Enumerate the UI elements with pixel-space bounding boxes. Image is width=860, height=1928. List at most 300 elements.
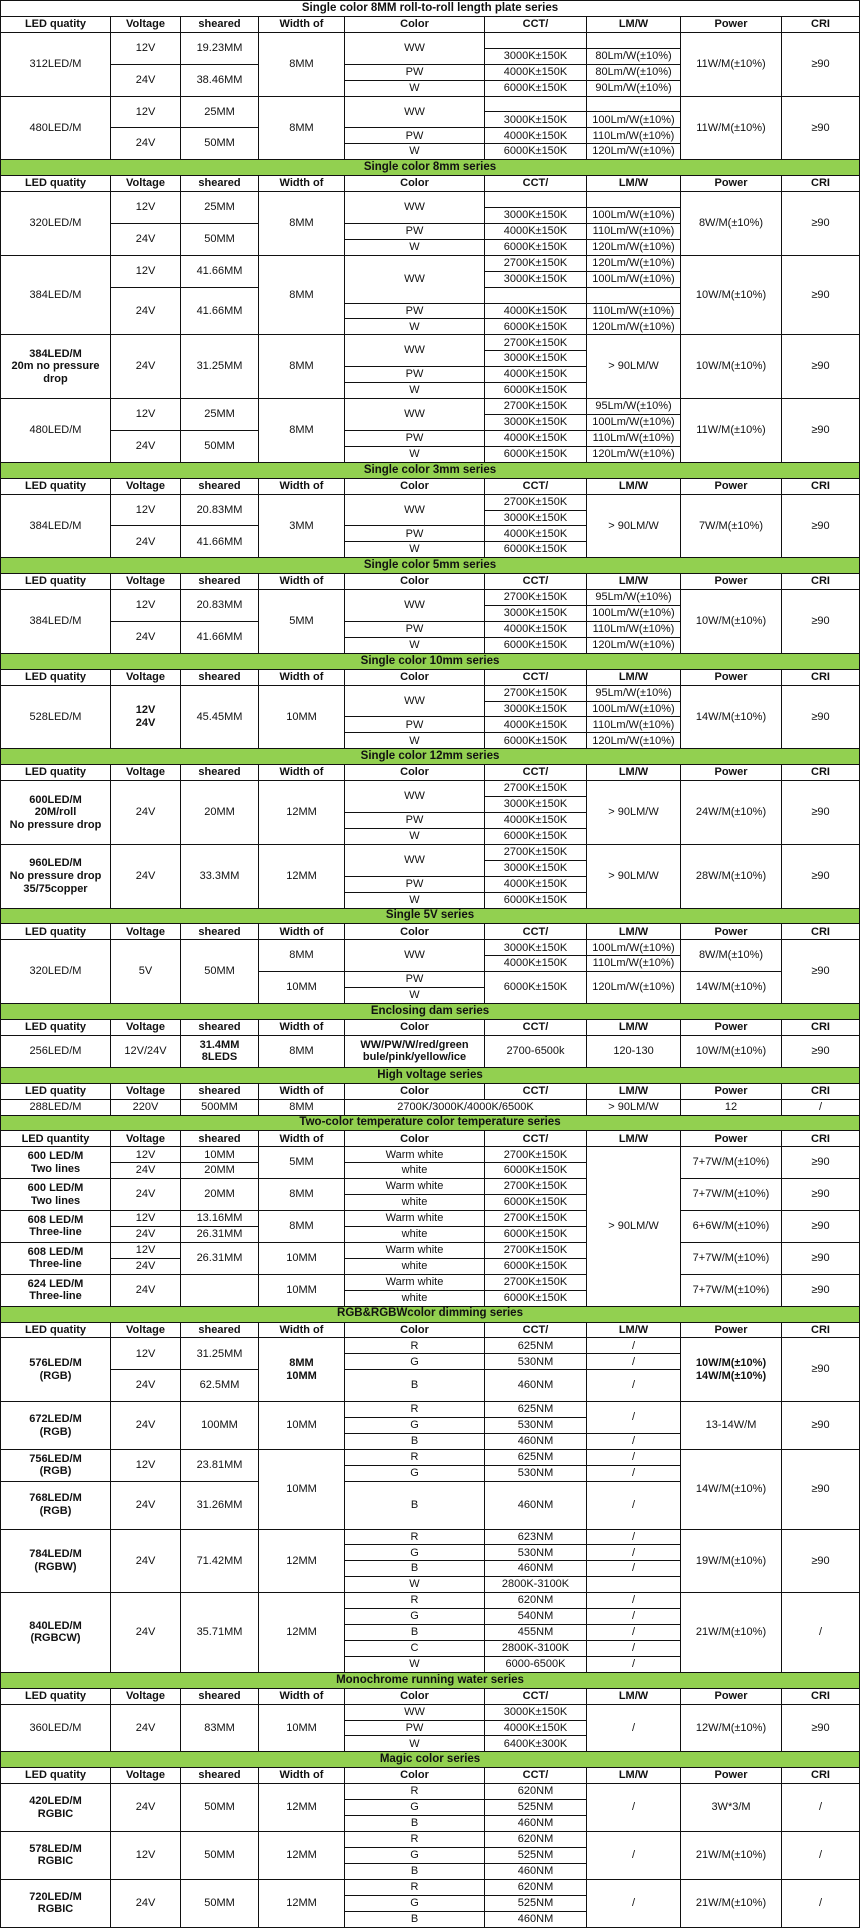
table-cell: PW (345, 972, 485, 988)
table-cell: 110Lm/W(±10%) (587, 128, 681, 144)
section-banner-row (1, 1672, 860, 1688)
table-cell (587, 32, 681, 48)
table-cell: PW (345, 223, 485, 239)
table-cell: 50MM (181, 1832, 259, 1880)
table-cell: ≥90 (782, 590, 860, 654)
column-header: sheared (181, 1131, 259, 1147)
table-cell: 256LED/M (1, 1035, 111, 1067)
column-header: CCT/ (485, 1322, 587, 1338)
table-cell (485, 192, 587, 208)
table-cell: 4000K±150K (485, 303, 587, 319)
column-header: Color (345, 1131, 485, 1147)
table-cell: / (587, 1640, 681, 1656)
column-header: Color (345, 574, 485, 590)
table-cell: G (345, 1847, 485, 1863)
table-cell: 12V (111, 1338, 181, 1370)
table-cell: 100Lm/W(±10%) (587, 112, 681, 128)
table-cell: 7+7W/M(±10%) (681, 1147, 782, 1179)
table-cell (587, 287, 681, 303)
table-cell: Warm white (345, 1179, 485, 1195)
section-banner-row (1, 1004, 860, 1020)
section-banner-row (1, 1306, 860, 1322)
column-header: Color (345, 924, 485, 940)
table-row (1, 844, 860, 860)
table-cell: 623NM (485, 1529, 587, 1545)
table-cell: / (587, 1402, 681, 1434)
table-cell: 8MM (259, 32, 345, 96)
column-header: Power (681, 765, 782, 781)
table-cell: 2800K-3100K (485, 1577, 587, 1593)
table-cell: W (345, 144, 485, 160)
column-header: Width of (259, 765, 345, 781)
table-cell: ≥90 (782, 1242, 860, 1274)
table-cell: PW (345, 1720, 485, 1736)
table-cell: white (345, 1195, 485, 1211)
table-cell: 4000K±150K (485, 367, 587, 383)
table-cell: 480LED/M (1, 399, 111, 463)
table-cell: 6000K±150K (485, 239, 587, 255)
table-row (1, 1274, 860, 1290)
table-cell: 10MM (181, 1147, 259, 1163)
table-cell: ≥90 (782, 192, 860, 256)
table-cell: 460NM (485, 1911, 587, 1927)
column-header: Power (681, 1768, 782, 1784)
table-cell: 768LED/M (RGB) (1, 1481, 111, 1529)
table-cell: ≥90 (782, 1338, 860, 1402)
table-cell: 2700K±150K (485, 781, 587, 797)
table-cell: 220V (111, 1099, 181, 1115)
table-cell: 6000K±150K (485, 80, 587, 96)
column-header: LED quatity (1, 478, 111, 494)
table-cell: 12MM (259, 1784, 345, 1832)
table-cell: ≥90 (782, 1274, 860, 1306)
table-cell: 24W/M(±10%) (681, 781, 782, 845)
table-cell: ≥90 (782, 1179, 860, 1211)
table-cell: / (587, 1354, 681, 1370)
table-cell: 12V (111, 1242, 181, 1258)
table-cell: 8MM (259, 1099, 345, 1115)
column-header: LM/W (587, 1083, 681, 1099)
table-cell: PW (345, 64, 485, 80)
table-cell: 525NM (485, 1847, 587, 1863)
table-cell: WW (345, 192, 485, 224)
column-header: CCT/ (485, 478, 587, 494)
section-title: Single 5V series (1, 908, 860, 924)
table-cell: > 90LM/W (587, 335, 681, 399)
column-header: sheared (181, 574, 259, 590)
header-row (1, 1768, 860, 1784)
section-banner-row (1, 653, 860, 669)
table-cell: 24V (111, 287, 181, 335)
table-cell: PW (345, 621, 485, 637)
table-cell: / (587, 1561, 681, 1577)
table-cell: 2800K-3100K (485, 1640, 587, 1656)
column-header: CCT/ (485, 924, 587, 940)
table-cell: / (587, 1529, 681, 1545)
table-cell: 62.5MM (181, 1370, 259, 1402)
table-cell: 2700K±150K (485, 1179, 587, 1195)
table-cell: 620NM (485, 1879, 587, 1895)
table-cell: 608 LED/M Three-line (1, 1211, 111, 1243)
column-header: Voltage (111, 1020, 181, 1036)
table-cell: 608 LED/M Three-line (1, 1242, 111, 1274)
table-row (1, 1593, 860, 1609)
table-cell: 120Lm/W(±10%) (587, 255, 681, 271)
table-cell: W (345, 1656, 485, 1672)
table-row (1, 1179, 860, 1195)
column-header: LED quatity (1, 1322, 111, 1338)
table-cell: 320LED/M (1, 192, 111, 256)
table-cell: 24V (111, 430, 181, 462)
table-row (1, 335, 860, 351)
table-cell: 100Lm/W(±10%) (587, 606, 681, 622)
table-cell: ≥90 (782, 96, 860, 160)
column-header: Voltage (111, 669, 181, 685)
table-cell: 5MM (259, 1147, 345, 1179)
column-header: LED quatity (1, 765, 111, 781)
table-cell: 3W*3/M (681, 1784, 782, 1832)
column-header: sheared (181, 924, 259, 940)
column-header: Power (681, 1020, 782, 1036)
table-cell: 480LED/M (1, 96, 111, 160)
table-cell: 7+7W/M(±10%) (681, 1179, 782, 1211)
table-cell: 13-14W/M (681, 1402, 782, 1450)
table-cell: 6000K±150K (485, 319, 587, 335)
table-cell: R (345, 1449, 485, 1465)
table-cell: 5MM (259, 590, 345, 654)
table-cell: ≥90 (782, 844, 860, 908)
column-header: Width of (259, 1322, 345, 1338)
column-header: Power (681, 1131, 782, 1147)
table-cell: ≥90 (782, 1704, 860, 1752)
table-cell: / (587, 1704, 681, 1752)
column-header: LED quatity (1, 1688, 111, 1704)
table-cell (485, 96, 587, 112)
table-cell: 288LED/M (1, 1099, 111, 1115)
table-row (1, 494, 860, 510)
table-row (1, 32, 860, 48)
column-header: Voltage (111, 1688, 181, 1704)
table-cell: 26.31MM (181, 1242, 259, 1274)
table-cell: 7+7W/M(±10%) (681, 1242, 782, 1274)
table-cell: 20.83MM (181, 590, 259, 622)
section-title: Enclosing dam series (1, 1004, 860, 1020)
table-cell: 10MM (259, 1704, 345, 1752)
table-cell: Warm white (345, 1274, 485, 1290)
table-cell: 12MM (259, 1879, 345, 1927)
column-header: CCT/ (485, 1083, 587, 1099)
table-cell: R (345, 1402, 485, 1418)
table-cell: 95Lm/W(±10%) (587, 685, 681, 701)
header-row (1, 1020, 860, 1036)
section-banner-row (1, 1752, 860, 1768)
table-cell: 24V (111, 128, 181, 160)
table-cell: 25MM (181, 96, 259, 128)
column-header: CCT/ (485, 765, 587, 781)
table-cell: 620NM (485, 1832, 587, 1848)
table-cell: 6000K±150K (485, 446, 587, 462)
table-cell: W (345, 80, 485, 96)
table-row (1, 1099, 860, 1115)
table-cell: 600 LED/M Two lines (1, 1147, 111, 1179)
column-header: Voltage (111, 574, 181, 590)
table-cell: PW (345, 303, 485, 319)
section-title: Monochrome running water series (1, 1672, 860, 1688)
table-cell: WW (345, 399, 485, 431)
table-cell: 10MM (259, 1274, 345, 1306)
column-header: CCT/ (485, 1768, 587, 1784)
table-cell: WW (345, 96, 485, 128)
column-header: CCT/ (485, 669, 587, 685)
column-header: Power (681, 1322, 782, 1338)
column-header: Voltage (111, 1768, 181, 1784)
table-cell: 460NM (485, 1863, 587, 1879)
table-cell: 24V (111, 64, 181, 96)
table-cell: ≥90 (782, 335, 860, 399)
table-cell: 2700K±150K (485, 1147, 587, 1163)
table-cell: 50MM (181, 940, 259, 1004)
table-cell: ≥90 (782, 32, 860, 96)
table-cell: 21W/M(±10%) (681, 1879, 782, 1927)
table-cell: 8MM (259, 1179, 345, 1211)
table-cell: 12V (111, 1832, 181, 1880)
column-header: Color (345, 1322, 485, 1338)
table-row (1, 1338, 860, 1354)
table-cell: 672LED/M (RGB) (1, 1402, 111, 1450)
table-cell: 10W/M(±10%) 14W/M(±10%) (681, 1338, 782, 1402)
table-cell: ≥90 (782, 685, 860, 749)
header-row (1, 16, 860, 32)
column-header: LM/W (587, 16, 681, 32)
table-cell: 12V (111, 494, 181, 526)
table-cell: 460NM (485, 1370, 587, 1402)
table-cell: 3000K±150K (485, 1704, 587, 1720)
table-cell: 720LED/M RGBIC (1, 1879, 111, 1927)
column-header: LED quatity (1, 1083, 111, 1099)
table-cell: / (587, 1625, 681, 1641)
column-header: Color (345, 765, 485, 781)
table-cell: > 90LM/W (587, 844, 681, 908)
table-cell: 10W/M(±10%) (681, 335, 782, 399)
table-cell: 8MM (259, 1035, 345, 1067)
table-cell: 4000K±150K (485, 64, 587, 80)
table-cell: 19.23MM (181, 32, 259, 64)
table-cell: 8MM (259, 399, 345, 463)
table-cell: W (345, 988, 485, 1004)
table-cell: 120Lm/W(±10%) (587, 637, 681, 653)
table-cell: 2700K±150K (485, 685, 587, 701)
table-cell: B (345, 1863, 485, 1879)
table-cell: 110Lm/W(±10%) (587, 621, 681, 637)
table-cell: 20MM (181, 1163, 259, 1179)
column-header: LM/W (587, 1020, 681, 1036)
table-row (1, 96, 860, 112)
table-cell: R (345, 1784, 485, 1800)
column-header: sheared (181, 1768, 259, 1784)
table-cell: 120Lm/W(±10%) (587, 239, 681, 255)
table-cell: 8MM (259, 1211, 345, 1243)
column-header: CRI (782, 176, 860, 192)
table-cell: 625NM (485, 1402, 587, 1418)
table-cell: 2700K±150K (485, 844, 587, 860)
table-cell: > 90LM/W (587, 1099, 681, 1115)
table-cell: B (345, 1481, 485, 1529)
column-header: LM/W (587, 669, 681, 685)
table-cell: 24V (111, 781, 181, 845)
table-cell: / (782, 1593, 860, 1673)
column-header: CCT/ (485, 1688, 587, 1704)
table-cell: 120Lm/W(±10%) (587, 319, 681, 335)
column-header: CCT/ (485, 16, 587, 32)
table-cell: 10MM (259, 1242, 345, 1274)
table-cell: 6000K±150K (485, 892, 587, 908)
header-row (1, 574, 860, 590)
table-cell: WW (345, 1704, 485, 1720)
table-cell: 6+6W/M(±10%) (681, 1211, 782, 1243)
table-cell: 2700K±150K (485, 590, 587, 606)
table-cell: 90Lm/W(±10%) (587, 80, 681, 96)
table-cell: Warm white (345, 1147, 485, 1163)
table-cell: G (345, 1800, 485, 1816)
table-cell: 4000K±150K (485, 430, 587, 446)
table-cell: 2700K±150K (485, 1274, 587, 1290)
table-cell: W (345, 542, 485, 558)
column-header: sheared (181, 1020, 259, 1036)
table-cell: 10W/M(±10%) (681, 255, 782, 335)
table-title: Single color 8MM roll-to-roll length plate series (1, 1, 860, 17)
table-cell: 24V (111, 1784, 181, 1832)
section-title: Single color 8mm series (1, 160, 860, 176)
column-header: CRI (782, 1322, 860, 1338)
column-header: sheared (181, 765, 259, 781)
table-cell: 525NM (485, 1800, 587, 1816)
table-cell: 110Lm/W(±10%) (587, 430, 681, 446)
table-cell: white (345, 1226, 485, 1242)
table-cell (587, 192, 681, 208)
column-header: sheared (181, 16, 259, 32)
table-cell: 8MM (259, 192, 345, 256)
table-cell: 3000K±150K (485, 48, 587, 64)
table-cell: R (345, 1832, 485, 1848)
table-cell: 3000K±150K (485, 207, 587, 223)
table-row (1, 1704, 860, 1720)
table-cell: 10MM (259, 972, 345, 1004)
table-cell: / (587, 1879, 681, 1927)
table-cell: 3000K±150K (485, 271, 587, 287)
column-header: CRI (782, 1020, 860, 1036)
table-cell: 3000K±150K (485, 351, 587, 367)
table-cell: 8MM (259, 335, 345, 399)
table-cell: 12V (111, 590, 181, 622)
table-cell: 6000K±150K (485, 1163, 587, 1179)
table-cell: 4000K±150K (485, 526, 587, 542)
table-cell: G (345, 1545, 485, 1561)
table-cell: W (345, 1736, 485, 1752)
column-header: Power (681, 574, 782, 590)
table-cell: W (345, 239, 485, 255)
table-cell: 35.71MM (181, 1593, 259, 1673)
table-cell: > 90LM/W (587, 494, 681, 558)
table-cell: 14W/M(±10%) (681, 1449, 782, 1529)
table-cell: 2700K±150K (485, 399, 587, 415)
table-cell: ≥90 (782, 1035, 860, 1067)
table-cell: W (345, 319, 485, 335)
column-header: Color (345, 176, 485, 192)
table-cell: 24V (111, 526, 181, 558)
table-cell: > 90LM/W (587, 1147, 681, 1306)
column-header: LM/W (587, 1322, 681, 1338)
table-cell: 100Lm/W(±10%) (587, 271, 681, 287)
table-cell: 24V (111, 1529, 181, 1593)
table-cell: B (345, 1816, 485, 1832)
column-header: sheared (181, 669, 259, 685)
table-cell: 41.66MM (181, 255, 259, 287)
table-cell: WW (345, 590, 485, 622)
table-row (1, 1147, 860, 1163)
column-header: Voltage (111, 176, 181, 192)
table-cell: / (587, 1832, 681, 1880)
column-header: Color (345, 1020, 485, 1036)
table-cell: 21W/M(±10%) (681, 1593, 782, 1673)
table-cell: 384LED/M 20m no pressure drop (1, 335, 111, 399)
column-header: LED quantity (1, 1131, 111, 1147)
table-cell: 530NM (485, 1465, 587, 1481)
table-cell: WW (345, 781, 485, 813)
table-cell: PW (345, 128, 485, 144)
table-cell: 6000K±150K (485, 637, 587, 653)
column-header: CCT/ (485, 1020, 587, 1036)
column-header: Voltage (111, 765, 181, 781)
table-cell: / (587, 1465, 681, 1481)
table-cell: white (345, 1163, 485, 1179)
column-header: LED quatity (1, 16, 111, 32)
column-header: LED quatity (1, 669, 111, 685)
column-header: LM/W (587, 1768, 681, 1784)
column-header: Width of (259, 478, 345, 494)
table-cell: 12V (111, 1449, 181, 1481)
table-cell: 3000K±150K (485, 510, 587, 526)
table-cell: 110Lm/W(±10%) (587, 717, 681, 733)
table-cell: 6000K±150K (485, 828, 587, 844)
table-cell: 578LED/M RGBIC (1, 1832, 111, 1880)
table-cell: 20.83MM (181, 494, 259, 526)
table-cell: 6000K±150K (485, 383, 587, 399)
table-cell: 384LED/M (1, 255, 111, 335)
table-cell (587, 96, 681, 112)
column-header: Width of (259, 1020, 345, 1036)
table-cell: 100Lm/W(±10%) (587, 414, 681, 430)
table-cell: 3000K±150K (485, 701, 587, 717)
table-cell: 455NM (485, 1625, 587, 1641)
table-cell: 12 (681, 1099, 782, 1115)
column-header: LED quatity (1, 1768, 111, 1784)
table-cell: PW (345, 526, 485, 542)
table-cell: PW (345, 813, 485, 829)
table-row (1, 1211, 860, 1227)
column-header: CRI (782, 478, 860, 494)
table-cell: Warm white (345, 1211, 485, 1227)
table-cell: 2700K±150K (485, 255, 587, 271)
section-banner-row (1, 908, 860, 924)
table-cell: 4000K±150K (485, 621, 587, 637)
table-cell: 3000K±150K (485, 606, 587, 622)
table-cell: ≥90 (782, 1449, 860, 1529)
table-cell: 41.66MM (181, 621, 259, 653)
table-cell: 4000K±150K (485, 128, 587, 144)
table-row (1, 399, 860, 415)
table-cell: W (345, 892, 485, 908)
table-cell: 10MM (259, 1449, 345, 1529)
